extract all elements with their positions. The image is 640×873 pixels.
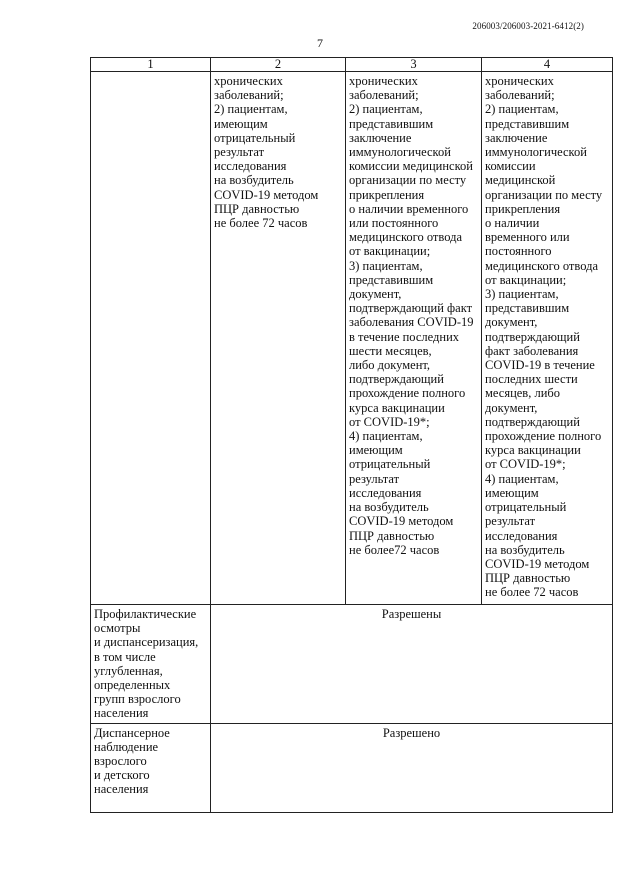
- table-row: [91, 723, 613, 812]
- table-header-row: [91, 58, 613, 72]
- table-row: [91, 72, 613, 605]
- restrictions-table: [90, 57, 613, 813]
- row-main-col2: хронических заболеваний; 2) пациентам, имеющим отрицательный результат исследования на возбудитель COVID-19 методом ПЦР давностью не более 72 часов: [211, 72, 346, 605]
- row-prof-label: Профилактические осмотры и диспансеризация, в том числе углубленная, определенных групп взрослого населения: [91, 605, 211, 724]
- page-number: 7: [317, 36, 323, 50]
- row-disp-label: Диспансерное наблюдение взрослого и детского населения: [91, 723, 211, 812]
- row-main-col3: хронических заболеваний; 2) пациентам, представившим заключение иммунологической комиссии медицинской организации по месту прикрепления о наличии временного или постоянного медицинского отвода от вакцинации; 3) пациентам, представившим документ, подтверждающий факт заболевания COVID-19 в течение последних шести месяцев, либо документ, подтверждающий прохождение полного курса вакцинации от COVID-19*; 4) пациентам, имеющим отрицательный результат исследования на возбудитель COVID-19 методом ПЦР давностью не более72 часов: [346, 72, 482, 605]
- row-main-col1: [91, 72, 211, 605]
- table-row: [91, 605, 613, 724]
- row-prof-value: Разрешены: [211, 605, 613, 724]
- row-disp-value: Разрешено: [211, 723, 613, 812]
- column-header-3: 3: [346, 58, 482, 72]
- column-header-2: 2: [211, 58, 346, 72]
- column-header-1: 1: [91, 58, 211, 72]
- document-id: 206003/206003-2021-6412(2): [472, 21, 584, 31]
- row-main-col4: хронических заболеваний; 2) пациентам, представившим заключение иммунологической комиссии медицинской организации по месту прикрепления о наличии временного или постоянного медицинского отвода от вакцинации; 3) пациентам, представившим документ, подтверждающий факт заболевания COVID-19 в течение последних шести месяцев, либо документ, подтверждающий прохождение полного курса вакцинации от COVID-19*; 4) пациентам, имеющим отрицательный результат исследования на возбудитель COVID-19 методом ПЦР давностью не более 72 часов: [482, 72, 613, 605]
- column-header-4: 4: [482, 58, 613, 72]
